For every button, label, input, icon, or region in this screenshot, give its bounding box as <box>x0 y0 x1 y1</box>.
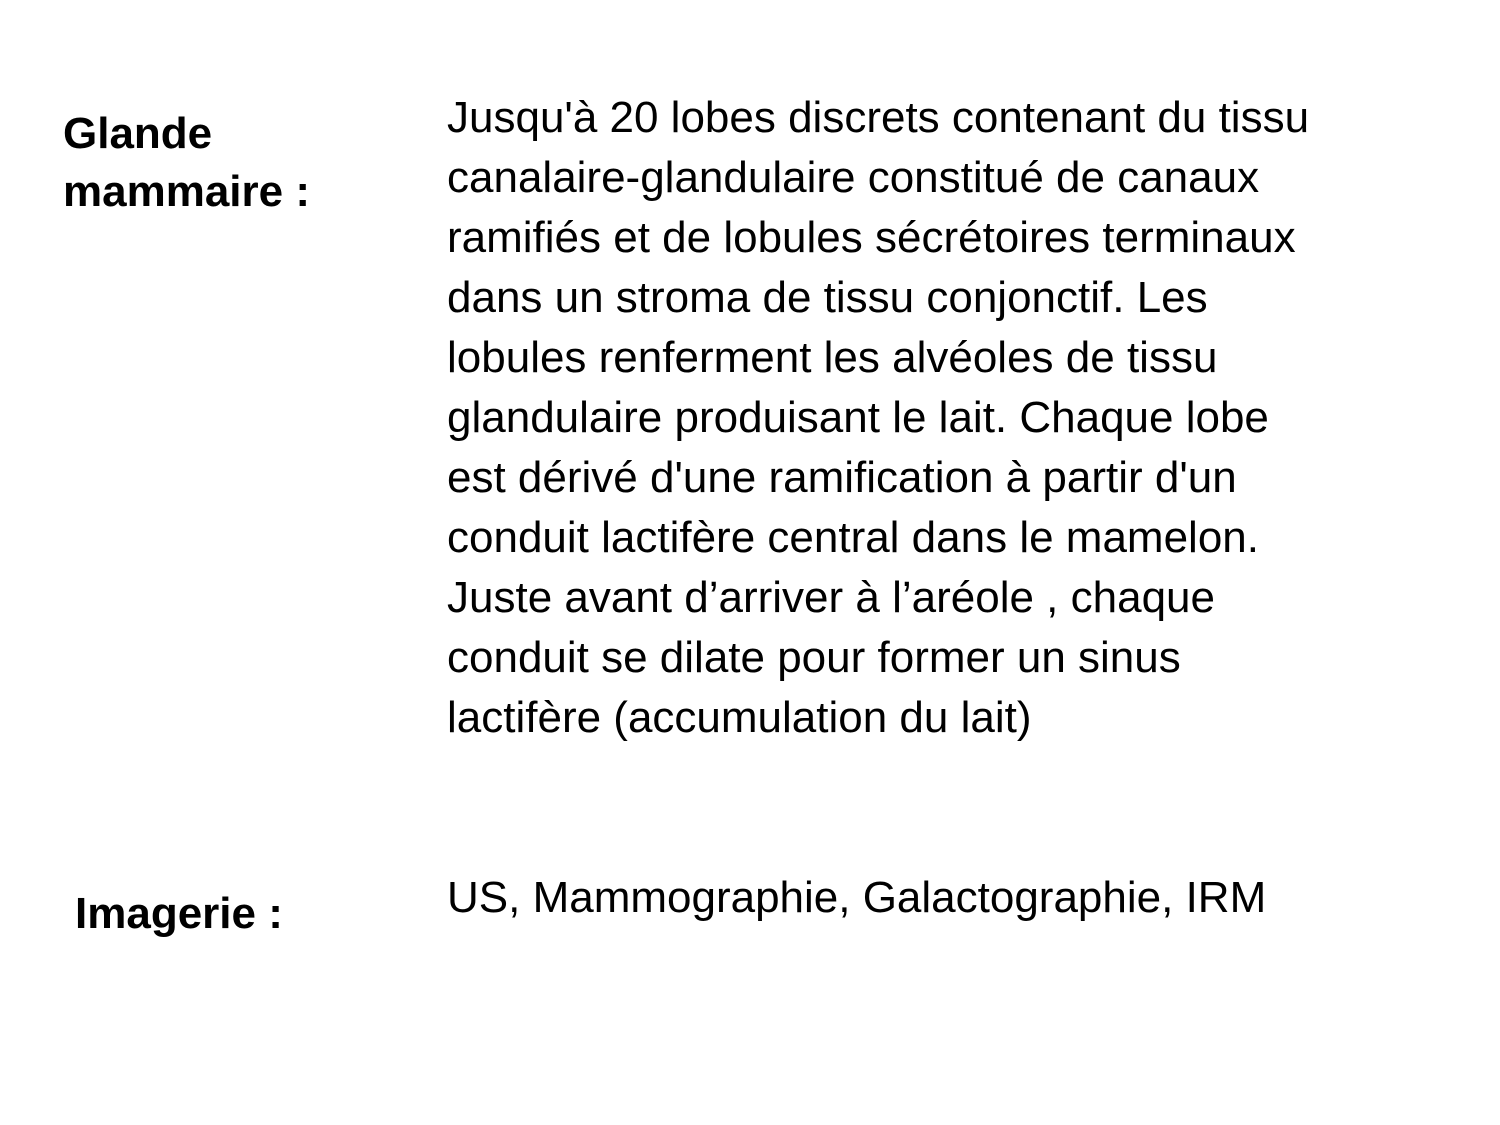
label-line: Glande <box>63 109 213 158</box>
imagerie-label: Imagerie : <box>75 889 283 938</box>
description-line: dans un stroma de tissu conjonctif. Les <box>447 273 1208 322</box>
imagerie-description: US, Mammographie, Galactographie, IRM <box>447 873 1267 922</box>
description-line: ramifiés et de lobules sécrétoires terminaux <box>447 213 1296 262</box>
description-line: Jusqu'à 20 lobes discrets contenant du tissu <box>447 93 1310 142</box>
description-line: canalaire-glandulaire constitué de canaux <box>447 153 1260 202</box>
description-line: glandulaire produisant le lait. Chaque lobe <box>447 393 1269 442</box>
description-line: est dérivé d'une ramification à partir d'un <box>447 453 1237 502</box>
description-line: lactifère (accumulation du lait) <box>447 693 1032 742</box>
description-line: conduit lactifère central dans le mamelon. <box>447 513 1259 562</box>
description-line: lobules renferment les alvéoles de tissu <box>447 333 1218 382</box>
glande-mammaire-description <box>447 88 1487 748</box>
glande-mammaire-label <box>63 105 393 221</box>
description-line: Juste avant d’arriver à l’aréole , chaque <box>447 573 1215 622</box>
label-line: mammaire : <box>63 167 311 216</box>
description-line: conduit se dilate pour former un sinus <box>447 633 1181 682</box>
